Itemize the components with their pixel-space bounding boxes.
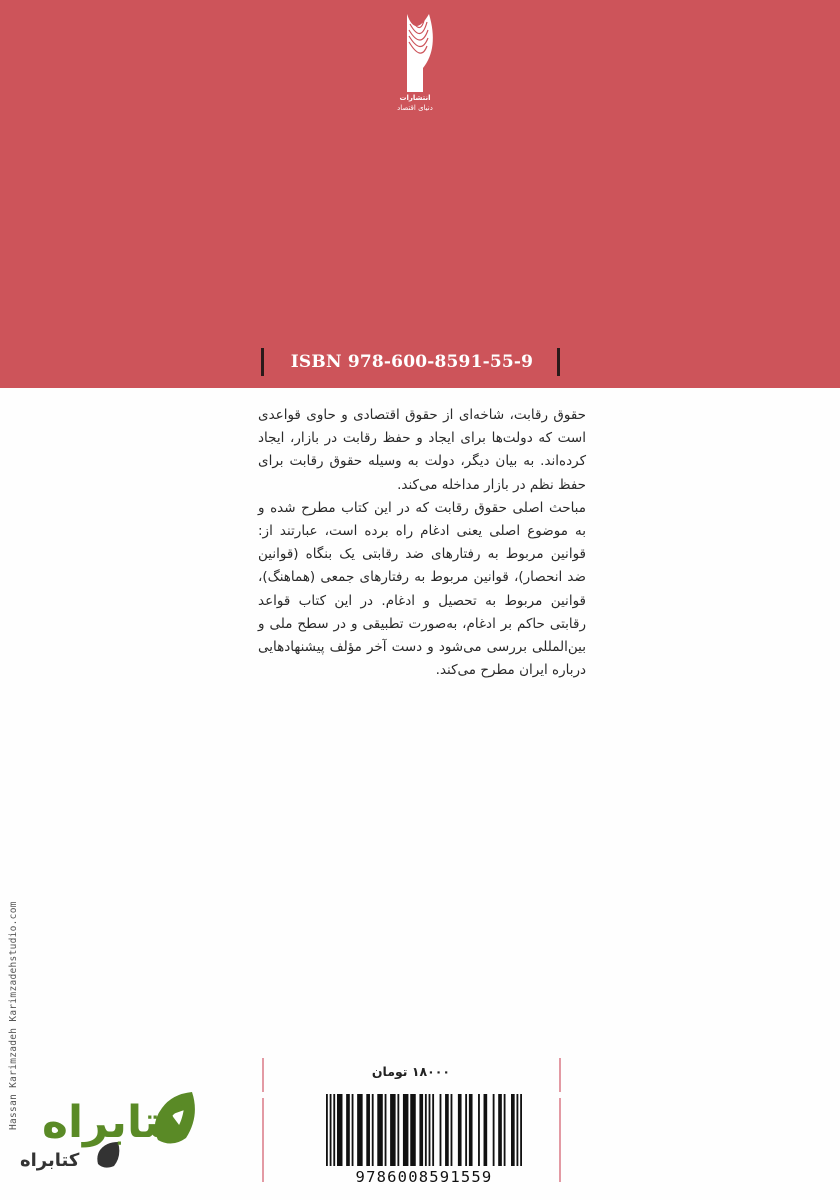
description-paragraph-2: مباحث اصلی حقوق رقابت که در این کتاب مطرح شده و به موضوع اصلی یعنی ادغام راه برده است، عبارتند از: قوانین مربوط به رفتارهای ضد رقابتی یک بنگاه (قوانین ضد انحصار)، قوانین مربوط به رفتارهای جمعی (هماهنگ)، قوانین مربوط به تحصیل و ادغام. در این کتاب قواعد رقابتی حاکم بر ادغام، به‌صورت تطبیقی و در سطح ملی و بین‌المللی بررسی می‌شود و دست آخر مؤلف پیشنهادهایی درباره ایران مطرح می‌کند. — [258, 499, 586, 679]
barcode-bar — [517, 1094, 519, 1166]
barcode-bar — [366, 1094, 370, 1166]
barcode-bar — [432, 1094, 434, 1166]
barcode-bar — [469, 1094, 473, 1166]
barcode-bar — [445, 1094, 449, 1166]
barcode-divider-left — [262, 1098, 264, 1182]
barcode-bar — [465, 1094, 467, 1166]
barcode-bar — [326, 1094, 328, 1166]
isbn-barcode — [326, 1094, 522, 1166]
barcode-bar — [337, 1094, 343, 1166]
publisher-book-icon — [385, 8, 445, 94]
isbn-label: ISBN 978-600-8591-55-9 — [290, 352, 534, 372]
barcode-bar — [498, 1094, 502, 1166]
barcode-bar — [357, 1094, 363, 1166]
publisher-name-line2: دنیای اقتصاد — [397, 104, 433, 112]
barcode-bar — [403, 1094, 409, 1166]
barcode-bar — [451, 1094, 453, 1166]
barcode-bar — [346, 1094, 350, 1166]
barcode-bar — [458, 1094, 462, 1166]
barcode-bar — [397, 1094, 399, 1166]
publisher-name-line1: انتشارات — [399, 94, 431, 102]
barcode-bar — [511, 1094, 515, 1166]
barcode-bar — [390, 1094, 396, 1166]
price-label: ۱۸۰۰۰ تومان — [371, 1064, 450, 1079]
price-divider-right — [559, 1058, 561, 1092]
barcode-bar — [429, 1094, 431, 1166]
barcode-bar — [385, 1094, 387, 1166]
barcode-divider-right — [559, 1098, 561, 1182]
designer-credit: Hassan Karimzadeh Karimzadehstudio.com — [8, 901, 19, 1130]
barcode-digits: 9786008591559 — [355, 1168, 493, 1186]
barcode-bar — [478, 1094, 480, 1166]
barcode-bar — [484, 1094, 488, 1166]
watermark-text-small: کتابراه — [20, 1150, 80, 1171]
barcode-bar — [504, 1094, 506, 1166]
barcode-bar — [440, 1094, 442, 1166]
barcode-bar — [419, 1094, 423, 1166]
description-paragraph-1: حقوق رقابت، شاخه‌ای از حقوق اقتصادی و حاوی قواعدی است که دولت‌ها برای ایجاد و حفظ رقابت در بازار، ایجاد کرده‌اند. به بیان دیگر، دولت به وسیله حقوق رقابت برای حفظ نظم در بازار مداخله می‌کند. — [258, 407, 586, 493]
barcode-bar — [352, 1094, 354, 1166]
barcode-bar — [372, 1094, 374, 1166]
barcode-bar — [333, 1094, 335, 1166]
barcode-bar — [410, 1094, 416, 1166]
barcode-bar — [493, 1094, 495, 1166]
isbn-divider-right — [557, 348, 560, 376]
back-cover-description — [258, 404, 586, 682]
barcode-bar — [330, 1094, 332, 1166]
barcode-bar — [377, 1094, 383, 1166]
barcode-bar — [520, 1094, 522, 1166]
watermark-text: کتابراه — [42, 1097, 188, 1148]
barcode-bar — [425, 1094, 427, 1166]
price-divider-left — [262, 1058, 264, 1092]
publisher-logo — [385, 8, 445, 120]
isbn-divider-left — [261, 348, 264, 376]
